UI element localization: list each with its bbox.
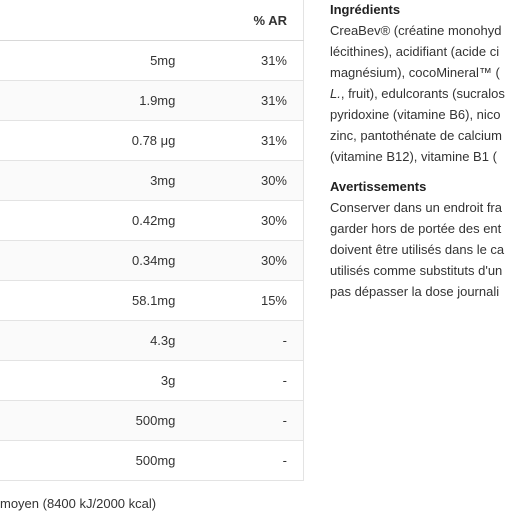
nutrient-name-cell (0, 361, 55, 401)
amount-cell: 500mg (55, 441, 175, 481)
ar-cell: - (175, 361, 303, 401)
warnings-line: Conserver dans un endroit fra (330, 200, 502, 215)
amount-cell: 0.78 μg (55, 121, 175, 161)
ar-cell: 30% (175, 241, 303, 281)
warnings-line: utilisés comme substituts d'un (330, 263, 503, 278)
ingredients-line: pyridoxine (vitamine B6), nico (330, 107, 501, 122)
warnings-line: garder hors de portée des ent (330, 221, 502, 236)
amount-cell: 58.1mg (55, 281, 175, 321)
table-row (0, 41, 304, 81)
ar-cell: 31% (175, 41, 303, 81)
header-ar: % AR (175, 0, 303, 41)
header-nutrient (0, 0, 55, 41)
ingredients-text (330, 20, 517, 167)
nutrient-name-cell (0, 441, 55, 481)
warnings-text (330, 197, 517, 302)
ingredients-line: CreaBev® (créatine monohyd (330, 23, 502, 38)
ingredients-line: (vitamine B12), vitamine B1 ( (330, 149, 497, 164)
table-row (0, 361, 304, 401)
ingredients-line: L., fruit), edulcorants (sucralos (330, 86, 505, 101)
ar-cell: 30% (175, 161, 303, 201)
table-row (0, 201, 304, 241)
warnings-line: pas dépasser la dose journali (330, 284, 500, 299)
ar-cell: - (175, 321, 303, 361)
nutrient-name-cell (0, 201, 55, 241)
warnings-line: doivent être utilisés dans le ca (330, 242, 505, 257)
table-row (0, 321, 304, 361)
table-footnote: moyen (8400 kJ/2000 kcal) (0, 496, 157, 511)
header-amount (55, 0, 175, 41)
nutrient-name-cell (0, 281, 55, 321)
nutrient-name-cell (0, 41, 55, 81)
nutrient-name-cell (0, 321, 55, 361)
nutrient-name-cell (0, 241, 55, 281)
amount-cell: 3mg (55, 161, 175, 201)
amount-cell: 500mg (55, 401, 175, 441)
ar-cell: - (175, 441, 303, 481)
warnings-heading: Avertissements (330, 179, 427, 194)
amount-cell: 0.34mg (55, 241, 175, 281)
ingredients-line: lécithines), acidifiant (acide ci (330, 44, 500, 59)
table-row (0, 81, 304, 121)
table-row (0, 441, 304, 481)
table-row (0, 401, 304, 441)
amount-cell: 3g (55, 361, 175, 401)
ar-cell: - (175, 401, 303, 441)
ingredients-line: zinc, pantothénate de calcium (330, 128, 502, 143)
amount-cell: 0.42mg (55, 201, 175, 241)
ar-cell: 31% (175, 81, 303, 121)
amount-cell: 4.3g (55, 321, 175, 361)
nutrient-name-cell (0, 81, 55, 121)
nutrition-table-header (0, 0, 304, 41)
table-row (0, 161, 304, 201)
table-row (0, 121, 304, 161)
nutrient-name-cell (0, 401, 55, 441)
ar-cell: 31% (175, 121, 303, 161)
nutrient-name-cell (0, 161, 55, 201)
product-info-column (330, 0, 517, 302)
table-row (0, 281, 304, 321)
ar-cell: 15% (175, 281, 303, 321)
amount-cell: 5mg (55, 41, 175, 81)
nutrient-name-cell (0, 121, 55, 161)
table-row (0, 241, 304, 281)
ar-cell: 30% (175, 201, 303, 241)
amount-cell: 1.9mg (55, 81, 175, 121)
ingredients-heading: Ingrédients (330, 2, 401, 17)
ingredients-line: magnésium), cocoMineral™ ( (330, 65, 500, 80)
